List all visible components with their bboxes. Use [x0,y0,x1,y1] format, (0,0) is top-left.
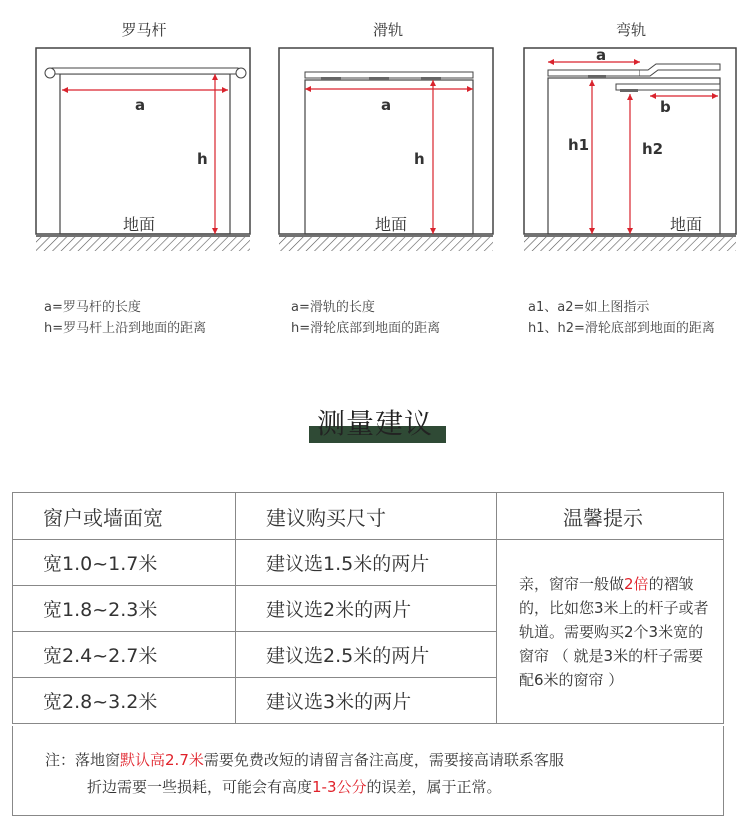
header-suggested-size: 建议购买尺寸 [236,493,497,540]
header-tips: 温馨提示 [497,493,724,540]
ground-label: 地面 [123,215,156,234]
note-highlight-error: 1-3公分 [312,778,367,796]
size-cell: 建议选1.5米的两片 [236,540,497,586]
curved-rail-diagram [518,44,748,259]
size-cell: 建议选3米的两片 [236,678,497,724]
section-title: 测量建议 [0,402,750,442]
width-cell: 宽2.4~2.7米 [13,632,236,678]
note-box [12,726,724,816]
dim-a: a [381,96,392,114]
dim-b: b [660,98,671,116]
size-cell: 建议选2.5米的两片 [236,632,497,678]
dim-h2: h2 [642,140,664,158]
tip-cell: 亲，窗帘一般做2倍的褶皱的，比如您3米上的杆子或者轨道。需要购买2个3米宽的窗帘 （ 就是3米的杆子需要配6米的窗帘 ） [497,540,724,724]
dim-a: a [596,46,607,64]
ground-label: 地面 [670,215,703,234]
header-window-width: 窗户或墙面宽 [13,493,236,540]
width-cell: 宽1.0~1.7米 [13,540,236,586]
note-line-1: 注：落地窗默认高2.7米需要免费改短的请留言备注高度，需要接高请联系客服 [45,751,564,769]
dim-h: h [414,150,425,168]
dim-h: h [197,150,208,168]
size-cell: 建议选2米的两片 [236,586,497,632]
diagram-title-curved-rail: 弯轨 [615,21,646,39]
note-line-2: 折边需要一些损耗，可能会有高度1-3公分的误差，属于正常。 [87,778,502,796]
dim-a: a [135,96,146,114]
note-h: h=滑轮底部到地面的距离 [291,321,441,336]
diagram-title-roman-rod: 罗马杆 [121,21,167,39]
size-recommendation-table [12,492,724,724]
diagram-title-slide-rail: 滑轨 [372,21,403,39]
table-header-row [13,493,724,540]
note-highlight-height: 默认高2.7米 [120,751,204,769]
table-row [13,540,724,586]
note-a: a=罗马杆的长度 [44,300,141,315]
width-cell: 宽1.8~2.3米 [13,586,236,632]
note-a: a1、a2=如上图指示 [528,300,650,315]
dim-h1: h1 [568,136,590,154]
note-h: h1、h2=滑轮底部到地面的距离 [528,321,715,336]
ground-label: 地面 [375,215,408,234]
note-a: a=滑轨的长度 [291,300,375,315]
tip-highlight: 2倍 [624,574,649,593]
note-h: h=罗马杆上沿到地面的距离 [44,321,207,336]
width-cell: 宽2.8~3.2米 [13,678,236,724]
